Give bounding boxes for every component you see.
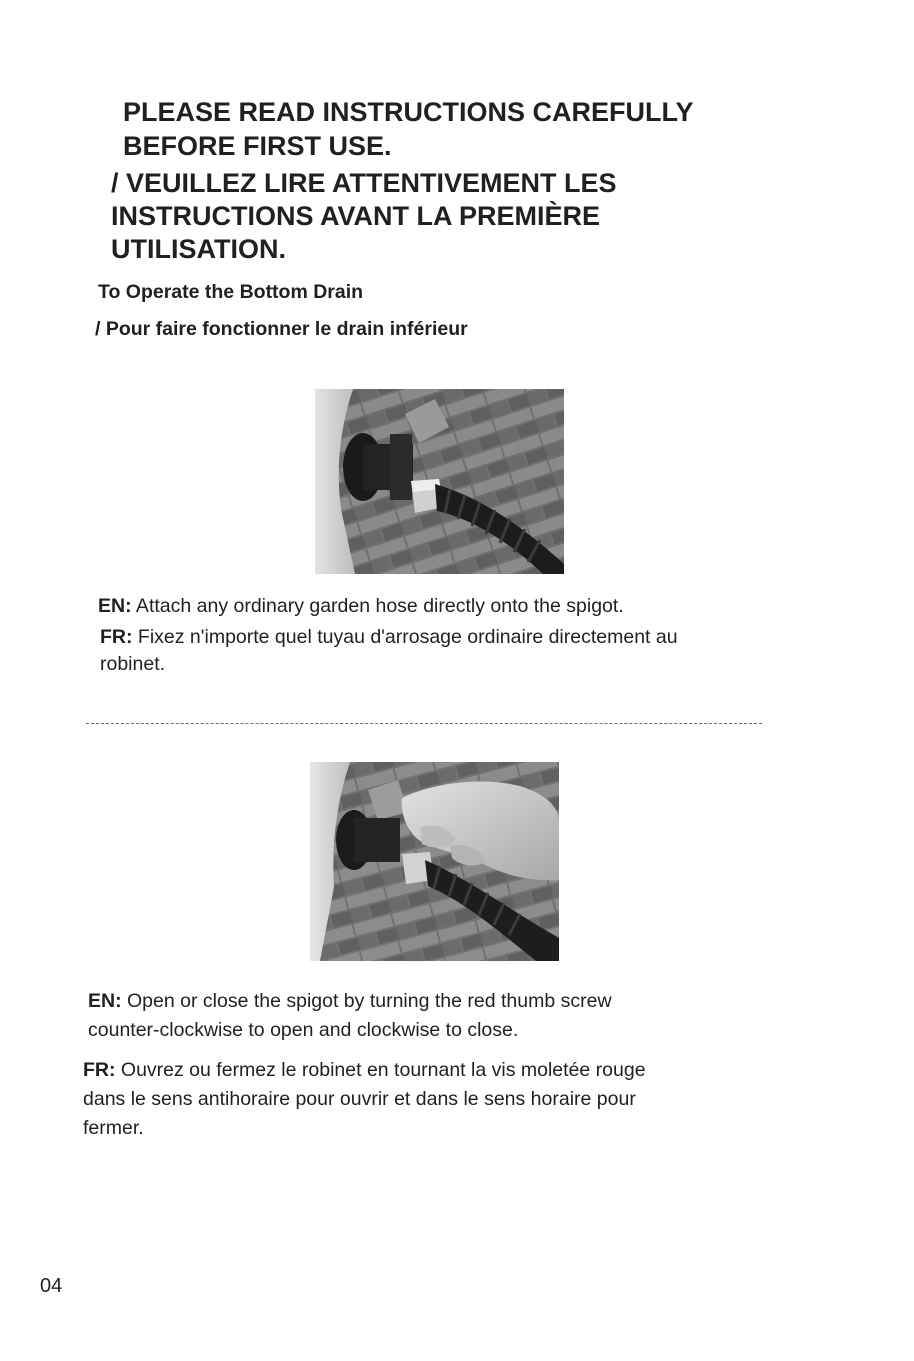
step1-fr-label: FR: [100, 626, 133, 648]
step2-en-label: EN: [88, 990, 122, 1012]
section-title-en: To Operate the Bottom Drain [98, 281, 364, 303]
spigot-hose-illustration [315, 389, 564, 574]
step1-en-text: Attach any ordinary garden hose directly onto the spigot. [131, 595, 624, 617]
section-title-fr: / Pour faire fonctionner le drain inférieur [95, 318, 468, 340]
step2-fr-text-line1: Ouvrez ou fermez le robinet en tournant la vis moletée rouge [115, 1059, 646, 1081]
step1-en-label: EN: [98, 595, 132, 617]
step2-fr-line2: dans le sens antihoraire pour ouvrir et dans le sens horaire pour [83, 1088, 636, 1110]
step2-fr-label: FR: [83, 1059, 116, 1081]
heading-fr-line1: / VEUILLEZ LIRE ATTENTIVEMENT LES [111, 168, 617, 198]
step1-en [98, 592, 624, 621]
page-number: 04 [40, 1275, 63, 1297]
step2-en-text-line1: Open or close the spigot by turning the red thumb screw [121, 990, 612, 1012]
step2-fr-line3: fermer. [83, 1117, 144, 1139]
dashed-divider [86, 723, 762, 724]
spigot-hose-photo [315, 389, 564, 574]
step2-en-line1 [88, 987, 612, 1016]
hand-turning-screw-photo [310, 762, 559, 961]
heading-fr-line3: UTILISATION. [111, 234, 286, 264]
step1-fr-text-line1: Fixez n'importe quel tuyau d'arrosage ordinaire directement au [132, 626, 678, 648]
step1-fr-line1 [100, 623, 678, 652]
step1-fr-line2: robinet. [100, 653, 166, 675]
step2-en-line2: counter-clockwise to open and clockwise to close. [88, 1019, 519, 1041]
heading-en-line2: BEFORE FIRST USE. [123, 131, 392, 161]
step2-fr-line1 [83, 1056, 646, 1085]
hand-turning-screw-illustration [310, 762, 559, 961]
heading-en-line1: PLEASE READ INSTRUCTIONS CAREFULLY [123, 97, 694, 127]
heading-fr-line2: INSTRUCTIONS AVANT LA PREMIÈRE [111, 201, 601, 231]
